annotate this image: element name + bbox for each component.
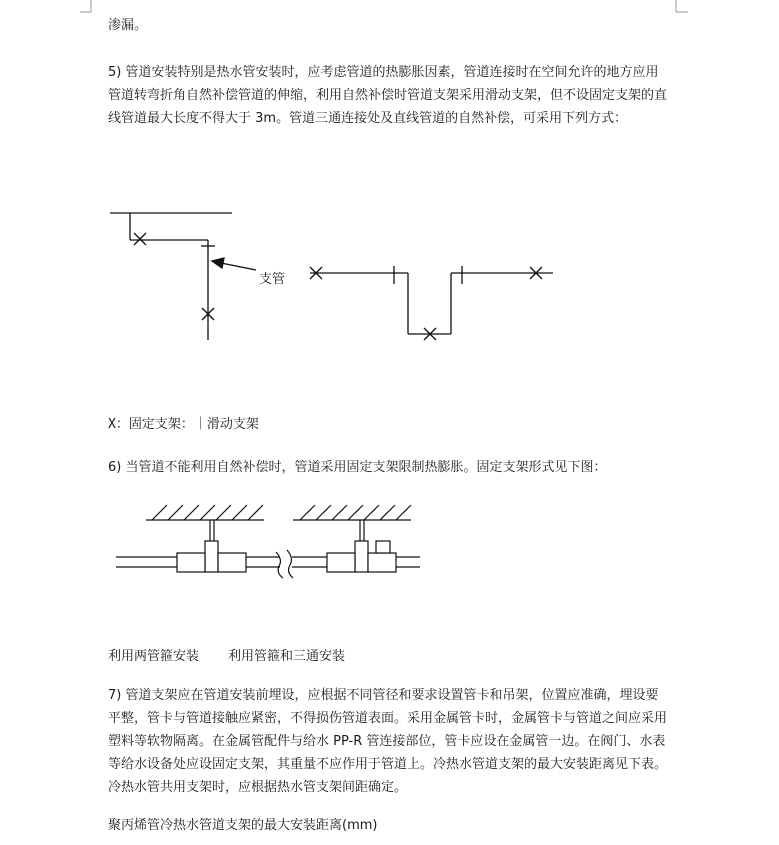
paragraph-7: 7) 管道支架应在管道安装前埋设，应根据不同管径和要求设置管卡和吊架，位置应准确，埋设要平整，管卡与管道接触应紧密，不得损伤管道表面。采用金属管卡时，金属管卡与管道之间应采用塑料等软物隔离。在金属管配件与给水 PP-R 管连接部位，管卡应设在金属管一边。在阀门、水表等给水设备处应设固定支架，其重量不应作用于管道上。冷热水管道支架的最大安装距离见下表。冷热水管共用支架时，应根据热水管支架间距确定。 bbox=[108, 688, 668, 795]
caption-two-couplings: 利用两管箍安装 bbox=[108, 649, 200, 664]
branch-pipe-label: 支管 bbox=[259, 272, 286, 287]
table-title: 聚丙烯管冷热水管道支架的最大安装距离(mm) bbox=[108, 818, 378, 833]
caption-coupling-and-tee: 利用管箍和三通安装 bbox=[228, 649, 346, 664]
paragraph-5: 5) 管道安装特别是热水管安装时，应考虑管道的热膨胀因素，管道连接时在空间允许的地方应用管道转弯折角自然补偿管道的伸缩，利用自然补偿时管道支架采用滑动支架，但不设固定支架的直线管道最大长度不得大于 3m。管道三通连接处及直线管道的自然补偿，可采用下列方式： bbox=[108, 65, 668, 126]
paragraph-6: 6) 当管道不能利用自然补偿时，管道采用固定支架限制热膨胀。固定支架形式见下图： bbox=[108, 460, 607, 475]
support-legend: X：固定支架：｜滑动支架 bbox=[108, 417, 259, 432]
text-line-top: 渗漏。 bbox=[108, 18, 148, 33]
